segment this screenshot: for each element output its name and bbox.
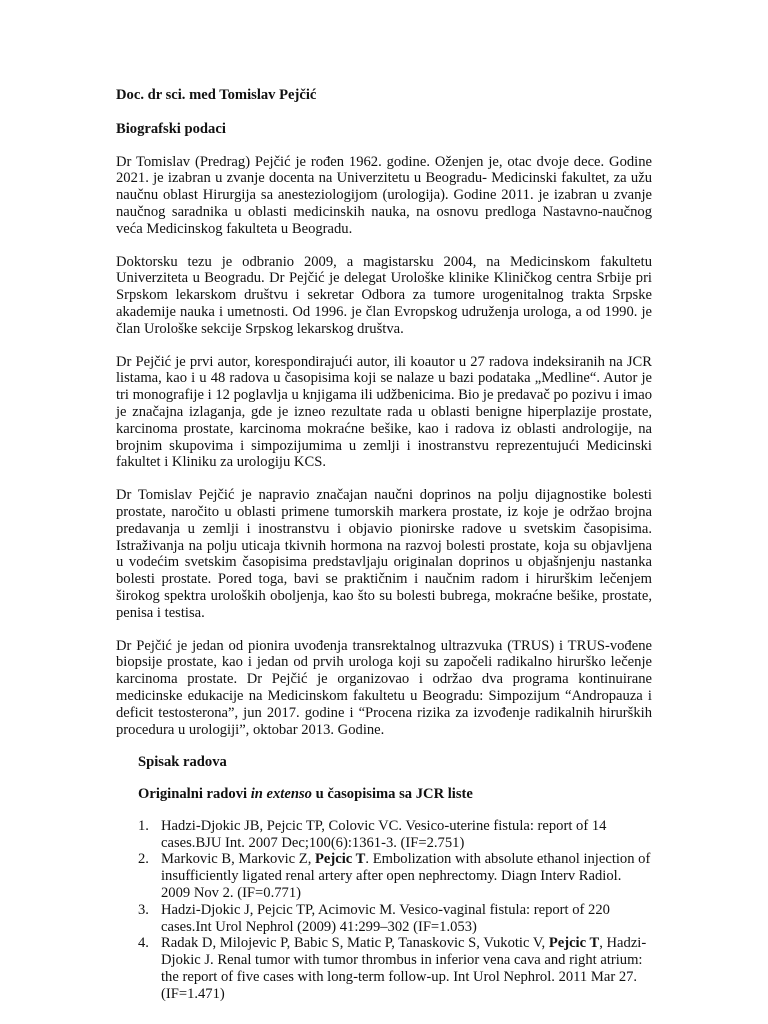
subtitle-italic-text: in extenso	[250, 786, 312, 803]
reference-item	[138, 902, 652, 936]
reference-number: 3.	[138, 901, 149, 918]
reference-number: 2.	[138, 851, 149, 868]
reference-number: 1.	[138, 817, 149, 834]
reference-item	[138, 818, 652, 852]
reference-number: 4.	[138, 935, 149, 952]
document-page	[116, 87, 652, 1003]
publication-subtitle	[138, 786, 652, 803]
publication-list-title: Spisak radova	[138, 754, 227, 771]
biography-paragraph: Doktorsku tezu je odbranio 2009, a magistarsku 2004, na Medicinskom fakultetu Univerziteta u Beogradu. Dr Pejčić je delegat Urološke klinike Kliničkog centra Srbije pri Srpskom lekarskom društvu i sekretar Odbora za tumore urogenitalnog trakta Srpske akademije nauka i umetnosti. Od 1996. je član Evropskog udruženja urologa, a od 1990. je član Urološke sekcije Srpskog lekarskog društva.	[116, 253, 652, 337]
reference-text: Hadzi-Djokic JB, Pejcic TP, Colovic VC. Vesico-uterine fistula: report of 14 cases.BJU Int. 2007 Dec;100(6):1361-3. (IF=2.751)	[161, 817, 607, 851]
reference-highlighted-author: Pejcic T	[548, 935, 600, 952]
biography-paragraph: Dr Tomislav (Predrag) Pejčić je rođen 1962. godine. Oženjen je, otac dvoje dece. Godine 2021. je izabran u zvanje docenta na Univerzitetu u Beogradu- Medicinski fakultet, za užu naučnu oblast Hirurgija sa anesteziologijom (urologija). Godine 2011. je izabran u zvanje naučnog saradnika u oblasti medicinskih nauka, na osnovu predloga Nastavno-naučnog veća Medicinskog fakulteta u Beogradu.	[116, 153, 652, 237]
reference-text: Radak D, Milojevic P, Babic S, Matic P, Tanaskovic S, Vukotic V,	[161, 935, 549, 952]
reference-highlighted-author: Pejcic T	[315, 851, 366, 868]
biography-paragraph: Dr Pejčić je prvi autor, korespondirajući autor, ili koautor u 27 radova indeksiranih na JCR listama, kao i u 48 radova u časopisima koji se nalaze u bazi podataka „Medline“. Autor je tri monografije i 12 poglavlja u knjigama ili udžbenicima. Bio je predavač po pozivu i imao je značajna izlaganja, gde je izneo rezultate rada u oblasti benigne hiperplazije prostate, karcinoma prostate, karcinoma mokraćne bešike, kao i radova iz oblasti andrologije, na brojnim skupovima i simpozijumima u zemlji i inostranstvu reprezentujući Medicinski fakultet i Kliniku za urologiju KCS.	[116, 353, 652, 471]
reference-item	[138, 935, 652, 1002]
biography-paragraph: Dr Tomislav Pejčić je napravio značajan naučni doprinos na polju dijagnostike bolesti prostate, naročito u oblasti primene tumorskih markera prostate, iz koje je održao brojna predavanja u zemlji i inostranstvu i objavio pionirske radove u svetskim časopisima. Istraživanja na polju uticaja tkivnih hormona na razvoj bolesti prostate, koja su objavljena u vodećim svetskim časopisima predstavljaju originalan doprinos u objašnjenju nastanka bolesti prostate. Pored toga, bavi se praktičnim i naučnim radom i hirurškim lečenjem širokog spektra uroloških obolјenja, kao što su bolesti bubrega, mokraćne bešike, prostate, penisa i testisa.	[116, 487, 652, 621]
document-title: Doc. dr sci. med Tomislav Pejčić	[116, 87, 317, 103]
reference-item	[138, 851, 652, 901]
biography-paragraph: Dr Pejčić je jedan od pionira uvođenja transrektalnog ultrazvuka (TRUS) i TRUS-vođene biopsije prostate, kao i jedan od prvih urologa koji su započeli radikalno hirurško lečenje karcinoma prostate. Dr Pejčić je organizovao i održao dva programa kontinuirane medicinske edukacije na Medicinskom fakultetu u Beogradu: Simpozijum “Andropauza i deficit testosterona”, jun 2017. godine i “Procena rizika za izvođenje radikalnih hirurških procedura u urologiji”, oktobar 2013. Godine.	[116, 637, 652, 738]
subtitle-text: Originalni radovi	[138, 786, 251, 803]
reference-text: , Hadzi-Djokic J. Renal tumor with tumor thrombus in inferior vena cava and right atrium: the report of five cases with long-term follow-up. Int Urol Nephrol. 2011 Mar 27. (IF=1.471)	[161, 935, 647, 1002]
subtitle-text: u časopisima sa JCR liste	[311, 786, 473, 803]
reference-text: Hadzi-Djokic J, Pejcic TP, Acimovic M. Vesico-vaginal fistula: report of 220 cases.Int Urol Nephrol (2009) 41:299–302 (IF=1.053)	[161, 901, 610, 935]
reference-text: Markovic B, Markovic Z,	[161, 851, 316, 868]
section-heading-biography: Biografski podaci	[116, 120, 226, 137]
reference-list	[138, 818, 652, 1003]
reference-text: . Embolization with absolute ethanol injection of insufficiently ligated renal artery after open nephrectomy. Diagn Interv Radiol. 2009 Nov 2. (IF=0.771)	[161, 851, 651, 902]
